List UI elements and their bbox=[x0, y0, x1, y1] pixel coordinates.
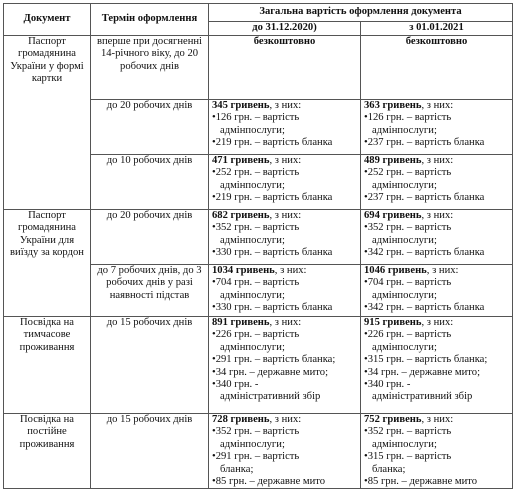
cost-breakdown-line: адмінпослуги; bbox=[220, 234, 285, 246]
cost-total: 345 гривень bbox=[212, 100, 270, 111]
cost-breakdown-line: адміністративний збір bbox=[372, 391, 473, 403]
header-period-2021: з 01.01.2021 bbox=[361, 22, 513, 36]
cost-total-line bbox=[212, 100, 357, 112]
cost-breakdown-line: •330 грн. – вартість бланка bbox=[212, 302, 333, 314]
cost-cell bbox=[361, 155, 513, 210]
document-name-cell: Паспорт громадянина України у формі картки bbox=[4, 36, 91, 210]
cost-breakdown-line: •352 грн. – вартість bbox=[364, 222, 452, 234]
header-term: Термін оформлення bbox=[91, 4, 209, 36]
cost-breakdown-line: •704 грн. – вартість bbox=[212, 277, 300, 289]
cost-free-cell: безкоштовно bbox=[361, 36, 513, 100]
cost-breakdown-line: •219 грн. – вартість бланка bbox=[212, 137, 333, 149]
cost-breakdown-line: •252 грн. – вартість bbox=[364, 167, 452, 179]
cost-cell bbox=[361, 100, 513, 155]
document-name-cell: Посвідка на тимчасове проживання bbox=[4, 317, 91, 414]
cost-cell bbox=[361, 210, 513, 265]
cost-breakdown-line: адмінпослуги; bbox=[220, 179, 285, 191]
cost-total-line bbox=[364, 155, 509, 167]
cost-total: 915 гривень bbox=[364, 317, 422, 328]
cost-breakdown-line: •342 грн. – вартість бланка bbox=[364, 247, 485, 259]
cost-total-line bbox=[212, 210, 357, 222]
cost-cell bbox=[209, 155, 361, 210]
cost-breakdown-line: •34 грн. – державне мито; bbox=[364, 366, 481, 378]
cost-breakdown-line: •237 грн. – вартість бланка bbox=[364, 192, 485, 204]
cost-breakdown-line: •85 грн. – державне мито bbox=[212, 476, 326, 488]
cost-breakdown-line: •330 грн. – вартість бланка bbox=[212, 247, 333, 259]
cost-suffix: , з них: bbox=[269, 414, 302, 425]
cost-suffix: , з них: bbox=[426, 265, 459, 276]
cost-cell bbox=[209, 265, 361, 317]
cost-breakdown-line: •352 грн. – вартість bbox=[364, 426, 452, 438]
cost-total-line bbox=[212, 317, 357, 329]
cost-total-line bbox=[364, 100, 509, 112]
cost-suffix: , з них: bbox=[269, 210, 302, 221]
cost-cell bbox=[209, 414, 361, 489]
cost-breakdown-line: •342 грн. – вартість бланка bbox=[364, 302, 485, 314]
cost-breakdown-line: адмінпослуги; bbox=[372, 124, 437, 136]
table-row bbox=[4, 317, 513, 414]
cost-breakdown-line: •126 грн. – вартість bbox=[364, 112, 452, 124]
cost-total: 752 гривень bbox=[364, 414, 422, 425]
table-row bbox=[4, 414, 513, 489]
cost-breakdown-line: адмінпослуги; bbox=[220, 341, 285, 353]
cost-suffix: , з них: bbox=[421, 100, 454, 111]
fee-table-body bbox=[4, 36, 513, 489]
cost-total-line bbox=[364, 414, 509, 426]
cost-breakdown-line: •226 грн. – вартість bbox=[212, 329, 300, 341]
cost-breakdown-line: •340 грн. - bbox=[212, 379, 259, 391]
cost-breakdown-line: адміністративний збір bbox=[220, 391, 321, 403]
cost-total-line bbox=[212, 414, 357, 426]
term-cell: до 20 робочих днів bbox=[91, 210, 209, 265]
cost-cell bbox=[209, 210, 361, 265]
cost-suffix: , з них: bbox=[421, 210, 454, 221]
cost-suffix: , з них: bbox=[421, 414, 454, 425]
cost-suffix: , з них: bbox=[421, 317, 454, 328]
header-document: Документ bbox=[4, 4, 91, 36]
cost-breakdown-line: адмінпослуги; bbox=[220, 438, 285, 450]
cost-cell bbox=[209, 100, 361, 155]
term-cell: до 15 робочих днів bbox=[91, 317, 209, 414]
cost-breakdown-line: адмінпослуги; bbox=[372, 289, 437, 301]
cost-breakdown-line: адмінпослуги; bbox=[220, 289, 285, 301]
document-name-cell: Посвідка на постійне проживання bbox=[4, 414, 91, 489]
cost-breakdown-line: адмінпослуги; bbox=[372, 438, 437, 450]
cost-breakdown-line: адмінпослуги; bbox=[372, 341, 437, 353]
fee-table bbox=[3, 3, 513, 489]
term-cell: до 20 робочих днів bbox=[91, 100, 209, 155]
cost-total-line bbox=[212, 265, 357, 277]
cost-total: 489 гривень bbox=[364, 155, 422, 166]
cost-free-cell: безкоштовно bbox=[209, 36, 361, 100]
cost-total-line bbox=[364, 265, 509, 277]
cost-breakdown-line: •252 грн. – вартість bbox=[212, 167, 300, 179]
cost-cell bbox=[209, 317, 361, 414]
term-cell: до 15 робочих днів bbox=[91, 414, 209, 489]
cost-suffix: , з них: bbox=[421, 155, 454, 166]
cost-cell bbox=[361, 317, 513, 414]
term-cell: вперше при досягненні 14-річного віку, до 20 робочих днів bbox=[91, 36, 209, 100]
cost-suffix: , з них: bbox=[269, 100, 302, 111]
header-total-cost: Загальна вартість оформлення документа bbox=[209, 4, 513, 22]
cost-suffix: , з них: bbox=[269, 155, 302, 166]
cost-breakdown-line: •219 грн. – вартість бланка bbox=[212, 192, 333, 204]
cost-breakdown-line: •291 грн. – вартість bbox=[212, 451, 300, 463]
cost-breakdown-line: •704 грн. – вартість bbox=[364, 277, 452, 289]
cost-breakdown-line: адмінпослуги; bbox=[372, 179, 437, 191]
cost-total: 1046 гривень bbox=[364, 265, 427, 276]
cost-breakdown-line: •352 грн. – вартість bbox=[212, 426, 300, 438]
cost-total: 728 гривень bbox=[212, 414, 270, 425]
table-row bbox=[4, 36, 513, 100]
cost-total: 363 гривень bbox=[364, 100, 422, 111]
cost-breakdown-line: бланка; bbox=[372, 463, 406, 475]
term-cell: до 10 робочих днів bbox=[91, 155, 209, 210]
cost-breakdown-line: •352 грн. – вартість bbox=[212, 222, 300, 234]
cost-breakdown-line: •315 грн. – вартість бланка; bbox=[364, 354, 488, 366]
term-cell: до 7 робочих днів, до 3 робочих днів у разі наявності підстав bbox=[91, 265, 209, 317]
cost-breakdown-line: •315 грн. – вартість bbox=[364, 451, 452, 463]
cost-breakdown-line: •34 грн. – державне мито; bbox=[212, 366, 329, 378]
cost-total: 891 гривень bbox=[212, 317, 270, 328]
cost-total: 694 гривень bbox=[364, 210, 422, 221]
cost-breakdown-line: •226 грн. – вартість bbox=[364, 329, 452, 341]
document-name-cell: Паспорт громадянина України для виїзду за кордон bbox=[4, 210, 91, 317]
cost-total: 682 гривень bbox=[212, 210, 270, 221]
cost-suffix: , з них: bbox=[269, 317, 302, 328]
table-row bbox=[4, 210, 513, 265]
cost-total-line bbox=[364, 317, 509, 329]
cost-breakdown-line: бланка; bbox=[220, 463, 254, 475]
cost-breakdown-line: •85 грн. – державне мито bbox=[364, 476, 478, 488]
cost-total: 471 гривень bbox=[212, 155, 270, 166]
cost-total: 1034 гривень bbox=[212, 265, 275, 276]
cost-cell bbox=[361, 414, 513, 489]
cost-suffix: , з них: bbox=[274, 265, 307, 276]
cost-breakdown-line: •340 грн. - bbox=[364, 379, 411, 391]
cost-breakdown-line: адмінпослуги; bbox=[220, 124, 285, 136]
cost-breakdown-line: •126 грн. – вартість bbox=[212, 112, 300, 124]
cost-total-line bbox=[364, 210, 509, 222]
cost-breakdown-line: •237 грн. – вартість бланка bbox=[364, 137, 485, 149]
cost-breakdown-line: адмінпослуги; bbox=[372, 234, 437, 246]
cost-total-line bbox=[212, 155, 357, 167]
header-period-2020: до 31.12.2020) bbox=[209, 22, 361, 36]
cost-cell bbox=[361, 265, 513, 317]
cost-breakdown-line: •291 грн. – вартість бланка; bbox=[212, 354, 336, 366]
